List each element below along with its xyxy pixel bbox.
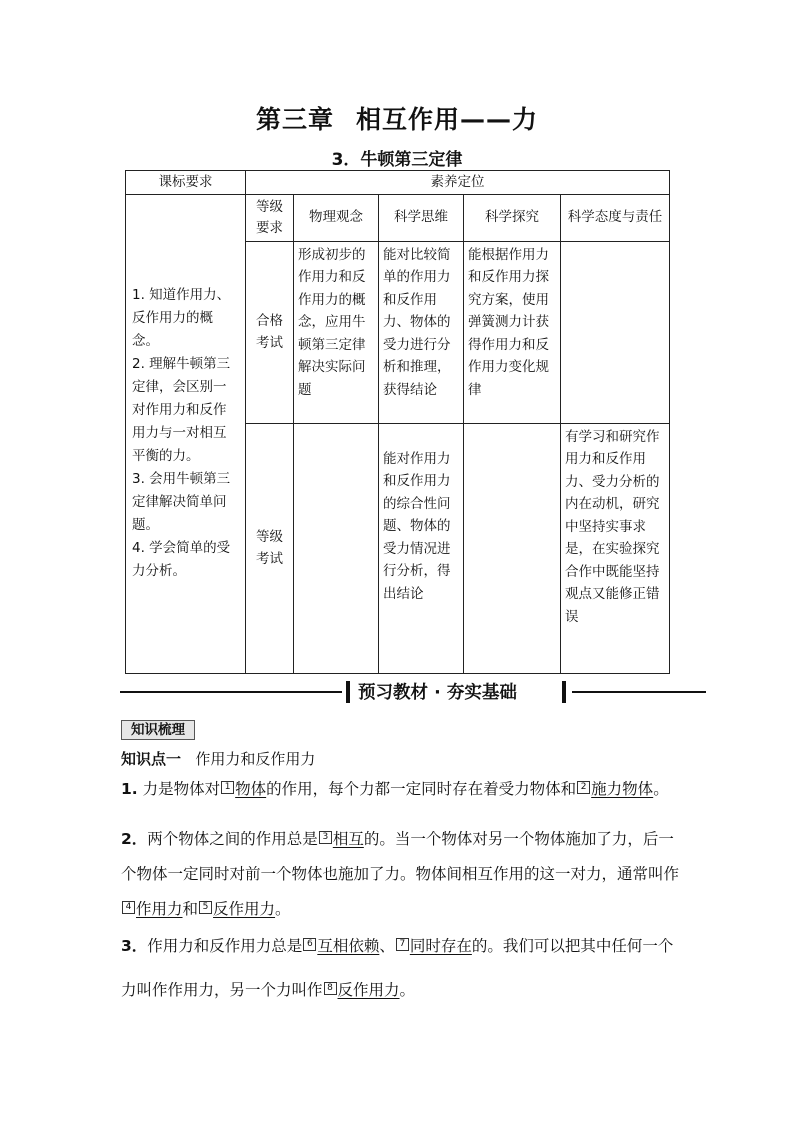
answer-text: 施力物体 bbox=[591, 780, 654, 798]
chapter-title bbox=[0, 100, 794, 136]
course-item: 4. 学会简单的受力分析。 bbox=[132, 540, 231, 579]
header-course-requirements: 课标要求 bbox=[126, 171, 246, 195]
item-number: 2． bbox=[121, 830, 148, 848]
header-literacy: 素养定位 bbox=[246, 171, 670, 195]
paragraph-text: 两个物体之间的作用总是 bbox=[147, 830, 318, 848]
blank-number-box: 6 bbox=[303, 938, 316, 951]
knowledge-tag: 知识梳理 bbox=[121, 720, 195, 740]
paragraph-text: 的。当一个物体对另一个物体施加了力，后一个物体一定同时对前一个物体也施加了力。物体间相互作用的这一对力，通常叫作 bbox=[121, 830, 680, 883]
paragraph-text: 和 bbox=[182, 900, 199, 918]
paragraph-3 bbox=[121, 924, 681, 1012]
section-title: 3．牛顿第三定律 bbox=[331, 150, 463, 170]
section-banner bbox=[120, 678, 706, 706]
paragraph-text: 力是物体对 bbox=[142, 780, 221, 798]
course-item: 1. 知道作用力、反作用力的概念。 bbox=[132, 287, 231, 349]
blank-number-box: 8 bbox=[324, 982, 337, 995]
answer-text: 物体 bbox=[235, 780, 267, 798]
paragraph-text: 作用力和反作用力总是 bbox=[147, 937, 303, 955]
course-requirements-cell bbox=[126, 194, 246, 673]
banner-right-bar bbox=[562, 681, 566, 703]
knowledge-point-label: 知识点一 bbox=[121, 750, 182, 768]
item-number: 3． bbox=[121, 937, 148, 955]
banner-text: 预习教材 · 夯实基础 bbox=[358, 683, 517, 703]
chapter-name: 相互作用——力 bbox=[356, 105, 539, 134]
header-physics-concept: 物理观念 bbox=[294, 194, 379, 241]
blank-number-box: 2 bbox=[577, 781, 590, 794]
level-qualifying-exam: 合格考试 bbox=[246, 241, 294, 423]
answer-text: 作用力 bbox=[136, 900, 183, 918]
header-scientific-inquiry: 科学探究 bbox=[464, 194, 561, 241]
header-level-requirement: 等级要求 bbox=[246, 194, 294, 241]
paragraph-text: 、 bbox=[379, 937, 395, 955]
answer-text: 相互 bbox=[332, 830, 364, 848]
answer-text: 反作用力 bbox=[213, 900, 276, 918]
blank-number-box: 4 bbox=[122, 901, 135, 914]
paragraph-text: 。 bbox=[275, 900, 291, 918]
answer-text: 反作用力 bbox=[337, 981, 400, 999]
paragraph-text: 的。我们可以把其中任何一个力叫作作用力，另一个力叫作 bbox=[121, 937, 674, 999]
grade-physics-concept bbox=[294, 423, 379, 673]
blank-number-box: 3 bbox=[319, 831, 332, 844]
paragraph-text: 的作用，每个力都一定同时存在着受力物体和 bbox=[266, 780, 577, 798]
qualifying-attitude bbox=[561, 241, 670, 423]
course-item: 3. 会用牛顿第三定律解决简单问题。 bbox=[132, 471, 231, 533]
answer-text: 互相依赖 bbox=[317, 937, 380, 955]
grade-scientific-thinking: 能对作用力和反作用力的综合性问题、物体的受力情况进行分析，得出结论 bbox=[379, 423, 464, 673]
blank-number-box: 7 bbox=[396, 938, 409, 951]
header-scientific-thinking: 科学思维 bbox=[379, 194, 464, 241]
blank-number-box: 5 bbox=[199, 901, 212, 914]
qualifying-physics-concept: 形成初步的作用力和反作用力的概念，应用牛顿第三定律解决实际问题 bbox=[294, 241, 379, 423]
banner-right-line bbox=[572, 691, 706, 693]
paragraph-text: 。 bbox=[653, 780, 669, 798]
paragraph-text: 。 bbox=[399, 981, 416, 999]
knowledge-point-title bbox=[121, 748, 315, 769]
grade-attitude: 有学习和研究作用力和反作用力、受力分析的内在动机，研究中坚持实事求是，在实验探究合作中既能坚持观点又能修正错误 bbox=[561, 423, 670, 673]
answer-text: 同时存在 bbox=[409, 937, 472, 955]
item-number: 1. bbox=[121, 780, 138, 798]
level-grade-exam: 等级考试 bbox=[246, 423, 294, 673]
course-item: 2. 理解牛顿第三定律，会区别一对作用力和反作用力与一对相互平衡的力。 bbox=[132, 356, 231, 464]
banner-left-bar bbox=[346, 681, 350, 703]
qualifying-scientific-inquiry: 能根据作用力和反作用力探究方案，使用弹簧测力计获得作用力和反作用力变化规律 bbox=[464, 241, 561, 423]
qualifying-scientific-thinking: 能对比较简单的作用力和反作用力、物体的受力进行分析和推理，获得结论 bbox=[379, 241, 464, 423]
grade-scientific-inquiry bbox=[464, 423, 561, 673]
chapter-number: 第三章 bbox=[255, 105, 334, 134]
paragraph-2 bbox=[121, 822, 681, 927]
header-attitude-responsibility: 科学态度与责任 bbox=[561, 194, 670, 241]
knowledge-point-name: 作用力和反作用力 bbox=[195, 750, 316, 768]
blank-number-box: 1 bbox=[221, 781, 234, 794]
paragraph-1 bbox=[121, 778, 681, 800]
requirements-table bbox=[125, 170, 670, 674]
banner-left-line bbox=[120, 691, 342, 693]
